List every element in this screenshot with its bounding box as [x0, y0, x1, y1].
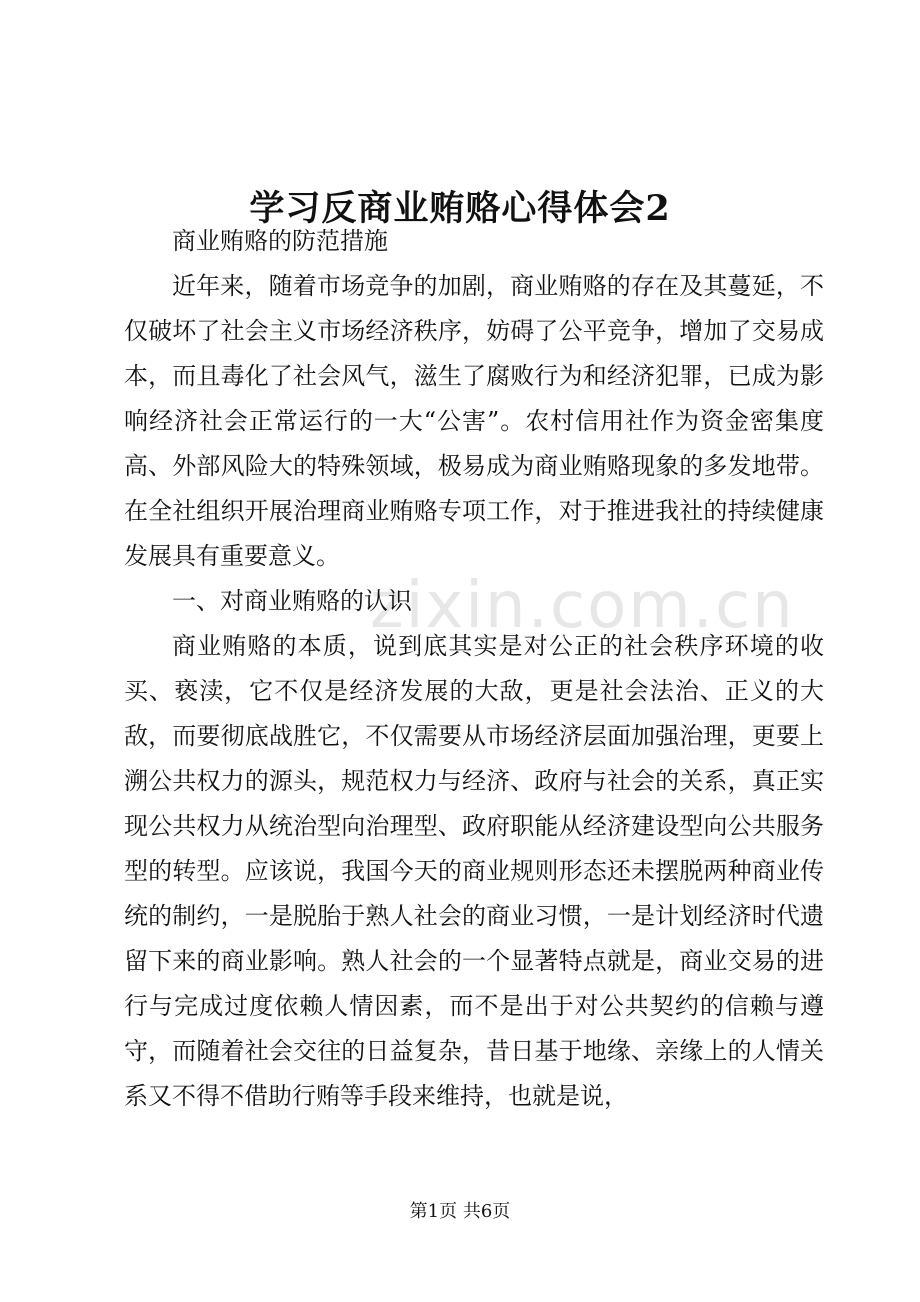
paragraph-section-one-heading: 一、对商业贿赂的认识 [172, 587, 412, 615]
document-body [124, 219, 824, 1119]
paragraph-heading-prevention: 商业贿赂的防范措施 [172, 227, 388, 255]
paragraph-analysis: 商业贿赂的本质，说到底其实是对公正的社会秩序环境的收买、亵渎，它不仅是经济发展的大敌，更是社会法治、正义的大敌，而要彻底战胜它，不仅需要从市场经济层面加强治理，更要上溯公共权力的源头，规范权力与经济、政府与社会的关系，真正实现公共权力从统治型向治理型、政府职能从经济建设型向公共服务型的转型。应该说，我国今天的商业规则形态还未摆脱两种商业传统的制约，一是脱胎于熟人社会的商业习惯，一是计划经济时代遗留下来的商业影响。熟人社会的一个显著特点就是，商业交易的进行与完成过度依赖人情因素，而不是出于对公共契约的信赖与遵守，而随着社会交往的日益复杂，昔日基于地缘、亲缘上的人情关系又不得不借助行贿等手段来维持，也就是说， [124, 632, 824, 1110]
page-footer: 第1页 共6页 [409, 1201, 511, 1222]
document-title: 学习反商业贿赂心得体会2 [249, 188, 671, 230]
watermark: zixin.com.cn [370, 569, 795, 643]
paragraph-intro: 近年来，随着市场竞争的加剧，商业贿赂的存在及其蔓延，不仅破坏了社会主义市场经济秩序，妨碍了公平竞争，增加了交易成本，而且毒化了社会风气，滋生了腐败行为和经济犯罪，已成为影响经济社会正常运行的一大“公害”。农村信用社作为资金密集度高、外部风险大的特殊领域，极易成为商业贿赂现象的多发地带。在全社组织开展治理商业贿赂专项工作，对于推进我社的持续健康发展具有重要意义。 [124, 272, 824, 570]
